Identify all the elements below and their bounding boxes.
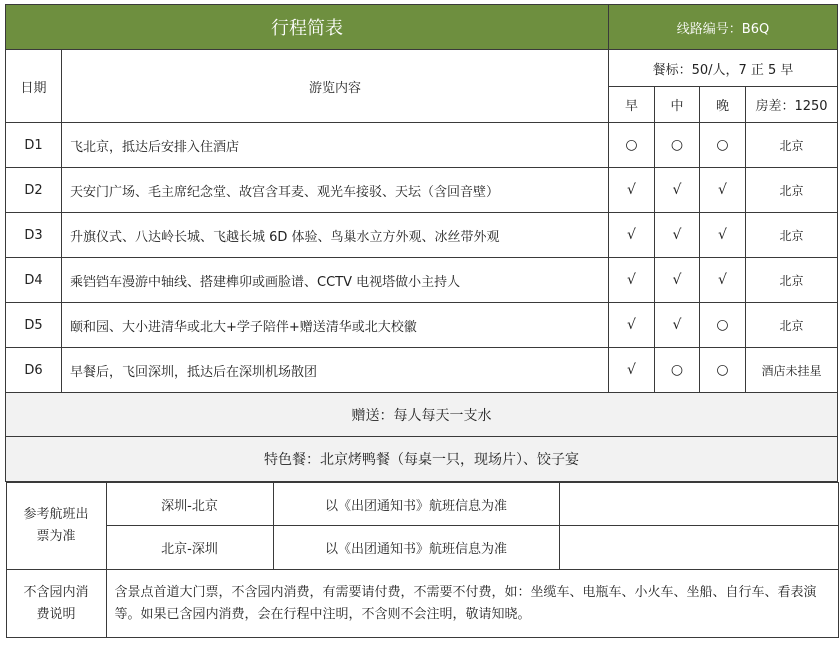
day-label: D1 — [6, 123, 62, 168]
day-label: D6 — [6, 348, 62, 393]
hotel-cell: 北京 — [746, 303, 838, 348]
lunch-mark: ○ — [655, 348, 700, 393]
flight-route: 深圳-北京 — [106, 483, 273, 526]
day-content: 天安门广场、毛主席纪念堂、故宫含耳麦、观光车接驳、天坛（含回音壁） — [62, 168, 609, 213]
hotel-cell: 酒店未挂星 — [746, 348, 838, 393]
day-content: 飞北京，抵达后安排入住酒店 — [62, 123, 609, 168]
gift-note: 赠送：每人每天一支水 — [6, 393, 838, 437]
day-content: 乘铛铛车漫游中轴线、搭建榫卯或画脸谱、CCTV 电视塔做小主持人 — [62, 258, 609, 303]
col-breakfast: 早 — [609, 87, 655, 123]
notes-row — [6, 570, 838, 638]
hotel-cell: 北京 — [746, 258, 838, 303]
flight-extra — [559, 526, 838, 570]
gift-row — [6, 393, 838, 437]
col-content: 游览内容 — [62, 50, 609, 123]
table-row — [6, 213, 838, 258]
day-content: 颐和园、大小进清华或北大+学子陪伴+赠送清华或北大校徽 — [62, 303, 609, 348]
flight-info: 以《出团通知书》航班信息为准 — [273, 483, 559, 526]
dinner-mark: √ — [700, 213, 746, 258]
hotel-cell: 北京 — [746, 168, 838, 213]
dinner-mark: √ — [700, 168, 746, 213]
dinner-mark: ○ — [700, 348, 746, 393]
lunch-mark: √ — [655, 303, 700, 348]
lunch-mark: ○ — [655, 123, 700, 168]
dinner-mark: ○ — [700, 303, 746, 348]
table-row — [6, 348, 838, 393]
flights-label: 参考航班出票为准 — [6, 483, 106, 570]
column-header-row — [6, 50, 838, 87]
table-row — [6, 168, 838, 213]
itinerary-sheet — [5, 4, 837, 650]
breakfast-mark: √ — [609, 348, 655, 393]
col-lunch: 中 — [655, 87, 700, 123]
special-meal-row — [6, 437, 838, 482]
breakfast-mark: √ — [609, 168, 655, 213]
notes-label: 不含园内消费说明 — [6, 570, 106, 638]
table-row — [6, 123, 838, 168]
lunch-mark: √ — [655, 168, 700, 213]
page-title: 行程简表 — [6, 5, 609, 50]
special-meal-note: 特色餐：北京烤鸭餐（每桌一只，现场片）、饺子宴 — [6, 437, 838, 482]
flight-row — [6, 483, 838, 526]
col-date: 日期 — [6, 50, 62, 123]
day-content: 升旗仪式、八达岭长城、飞越长城 6D 体验、鸟巢水立方外观、冰丝带外观 — [62, 213, 609, 258]
dinner-mark: √ — [700, 258, 746, 303]
flight-route: 北京-深圳 — [106, 526, 273, 570]
lunch-mark: √ — [655, 213, 700, 258]
itinerary-table — [5, 4, 838, 638]
day-content: 早餐后，飞回深圳，抵达后在深圳机场散团 — [62, 348, 609, 393]
day-label: D3 — [6, 213, 62, 258]
hotel-cell: 北京 — [746, 213, 838, 258]
flight-row — [6, 526, 838, 570]
table-row — [6, 303, 838, 348]
day-label: D4 — [6, 258, 62, 303]
flights-row — [6, 482, 838, 639]
flight-extra — [559, 483, 838, 526]
lunch-mark: √ — [655, 258, 700, 303]
meal-standard: 餐标：50/人，7 正 5 早 — [609, 50, 838, 87]
hotel-cell: 北京 — [746, 123, 838, 168]
dinner-mark: ○ — [700, 123, 746, 168]
notes-text: 含景点首道大门票，不含园内消费，有需要请付费，不需要不付费，如：坐缆车、电瓶车、小火车、坐船、自行车、看表演等。如果已含园内消费，会在行程中注明，不含则不会注明，敬请知晓。 — [106, 570, 838, 638]
table-row — [6, 258, 838, 303]
day-label: D5 — [6, 303, 62, 348]
col-dinner: 晚 — [700, 87, 746, 123]
breakfast-mark: √ — [609, 213, 655, 258]
breakfast-mark: ○ — [609, 123, 655, 168]
flight-info: 以《出团通知书》航班信息为准 — [273, 526, 559, 570]
room-difference: 房差：1250 — [746, 87, 838, 123]
route-number: 线路编号：B6Q — [609, 5, 838, 50]
day-label: D2 — [6, 168, 62, 213]
breakfast-mark: √ — [609, 258, 655, 303]
header-row — [6, 5, 838, 50]
flights-table — [6, 482, 839, 638]
breakfast-mark: √ — [609, 303, 655, 348]
